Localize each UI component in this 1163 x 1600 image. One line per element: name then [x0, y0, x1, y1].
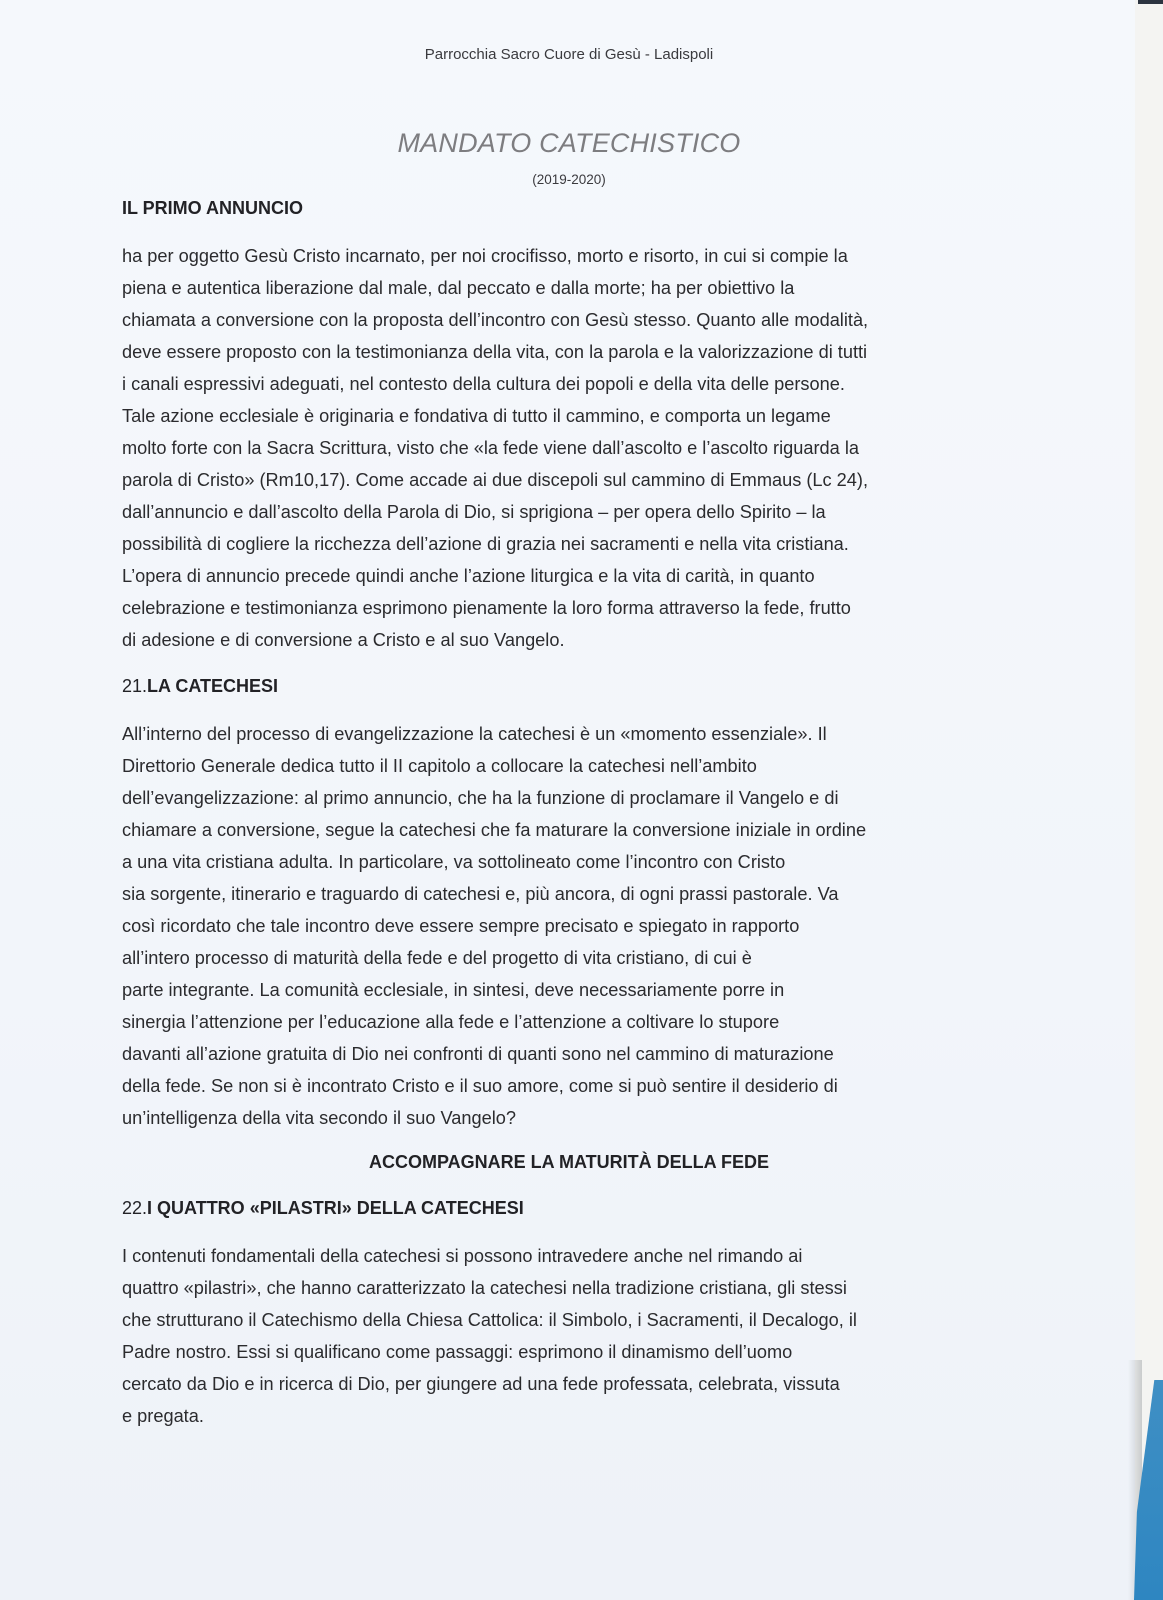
text-line: sinergia l’attenzione per l’educazione alla fede e l’attenzione a coltivare lo stupore — [122, 1012, 780, 1032]
section-number: 22. — [122, 1198, 148, 1218]
text-line: parte integrante. La comunità ecclesiale, in sintesi, deve necessariamente porre in — [122, 980, 785, 1000]
text-line: i canali espressivi adeguati, nel contesto della cultura dei popoli e della vita delle persone. — [122, 374, 845, 394]
section-heading-text: I QUATTRO «PILASTRI» DELLA CATECHESI — [147, 1198, 524, 1218]
center-heading-maturita: ACCOMPAGNARE LA MATURITÀ DELLA FEDE — [369, 1152, 769, 1172]
text-line: All’interno del processo di evangelizzazione la catechesi è un «momento essenziale». Il — [122, 724, 827, 744]
parish-header: Parrocchia Sacro Cuore di Gesù - Ladispoli — [424, 46, 714, 63]
text-line: piena e autentica liberazione dal male, dal peccato e dalla morte; ha per obiettivo la — [122, 278, 795, 298]
text-line: un’intelligenza della vita secondo il suo Vangelo? — [122, 1108, 516, 1128]
section-heading-pilastri — [122, 1198, 524, 1219]
text-line: chiamata a conversione con la proposta dell’incontro con Gesù stesso. Quanto alle modalità, — [122, 310, 869, 330]
section-number: 21. — [122, 676, 148, 696]
text-line: chiamare a conversione, segue la catechesi che fa maturare la conversione iniziale in ordine — [122, 820, 867, 840]
text-line: possibilità di cogliere la ricchezza dell’azione di grazia nei sacramenti e nella vita cristiana. — [122, 534, 849, 554]
text-line: a una vita cristiana adulta. In particolare, va sottolineato come l’incontro con Cristo — [122, 852, 786, 872]
text-line: I contenuti fondamentali della catechesi si possono intravedere anche nel rimando ai — [122, 1246, 803, 1266]
document-years: (2019-2020) — [532, 172, 606, 187]
text-line: parola di Cristo» (Rm10,17). Come accade ai due discepoli sul cammino di Emmaus (Lc 24), — [122, 470, 869, 490]
text-line: all’intero processo di maturità della fede e del progetto di vita cristiano, di cui è — [122, 948, 752, 968]
text-line: Padre nostro. Essi si qualificano come passaggi: esprimono il dinamismo dell’uomo — [122, 1342, 793, 1362]
section-heading-text: IL PRIMO ANNUNCIO — [122, 198, 304, 218]
text-line: che strutturano il Catechismo della Chiesa Cattolica: il Simbolo, i Sacramenti, il Decalogo, il — [122, 1310, 857, 1330]
text-line: Direttorio Generale dedica tutto il II capitolo a collocare la catechesi nell’ambito — [122, 756, 757, 776]
text-line: ha per oggetto Gesù Cristo incarnato, per noi crocifisso, morto e risorto, in cui si compie la — [122, 246, 848, 266]
scan-border — [1138, 0, 1163, 4]
text-line: di adesione e di conversione a Cristo e al suo Vangelo. — [122, 630, 565, 650]
text-line: della fede. Se non si è incontrato Cristo e il suo amore, come si può sentire il desiderio di — [122, 1076, 838, 1096]
text-line: così ricordato che tale incontro deve essere sempre precisato e spiegato in rapporto — [122, 916, 800, 936]
text-line: quattro «pilastri», che hanno caratterizzato la catechesi nella tradizione cristiana, gli stessi — [122, 1278, 847, 1298]
text-line: celebrazione e testimonianza esprimono pienamente la loro forma attraverso la fede, frutto — [122, 598, 851, 618]
text-line: molto forte con la Sacra Scrittura, visto che «la fede viene dall’ascolto e l’ascolto riguarda la — [122, 438, 859, 458]
paragraph-catechesi — [122, 718, 1017, 1134]
section-heading-primo-annuncio — [122, 198, 303, 219]
text-line: Tale azione ecclesiale è originaria e fondativa di tutto il cammino, e comporta un legame — [122, 406, 831, 426]
text-line: dell’evangelizzazione: al primo annuncio, che ha la funzione di proclamare il Vangelo e di — [122, 788, 839, 808]
text-line: e pregata. — [122, 1406, 204, 1426]
section-heading-catechesi — [122, 676, 278, 697]
section-heading-text: LA CATECHESI — [147, 676, 279, 696]
text-line: davanti all’azione gratuita di Dio nei confronti di quanti sono nel cammino di maturazione — [122, 1044, 834, 1064]
paragraph-primo-annuncio — [122, 240, 1017, 656]
text-line: dall’annuncio e dall’ascolto della Parola di Dio, si sprigiona – per opera dello Spirito – la — [122, 502, 826, 522]
document-title: MANDATO CATECHISTICO — [397, 128, 741, 158]
text-line: sia sorgente, itinerario e traguardo di catechesi e, più ancora, di ogni prassi pastorale. Va — [122, 884, 839, 904]
text-line: cercato da Dio e in ricerca di Dio, per giungere ad una fede professata, celebrata, vissuta — [122, 1374, 840, 1394]
paragraph-pilastri — [122, 1240, 1017, 1432]
text-line: L’opera di annuncio precede quindi anche l’azione liturgica e la vita di carità, in quanto — [122, 566, 815, 586]
text-line: deve essere proposto con la testimonianza della vita, con la parola e la valorizzazione di tutti — [122, 342, 868, 362]
